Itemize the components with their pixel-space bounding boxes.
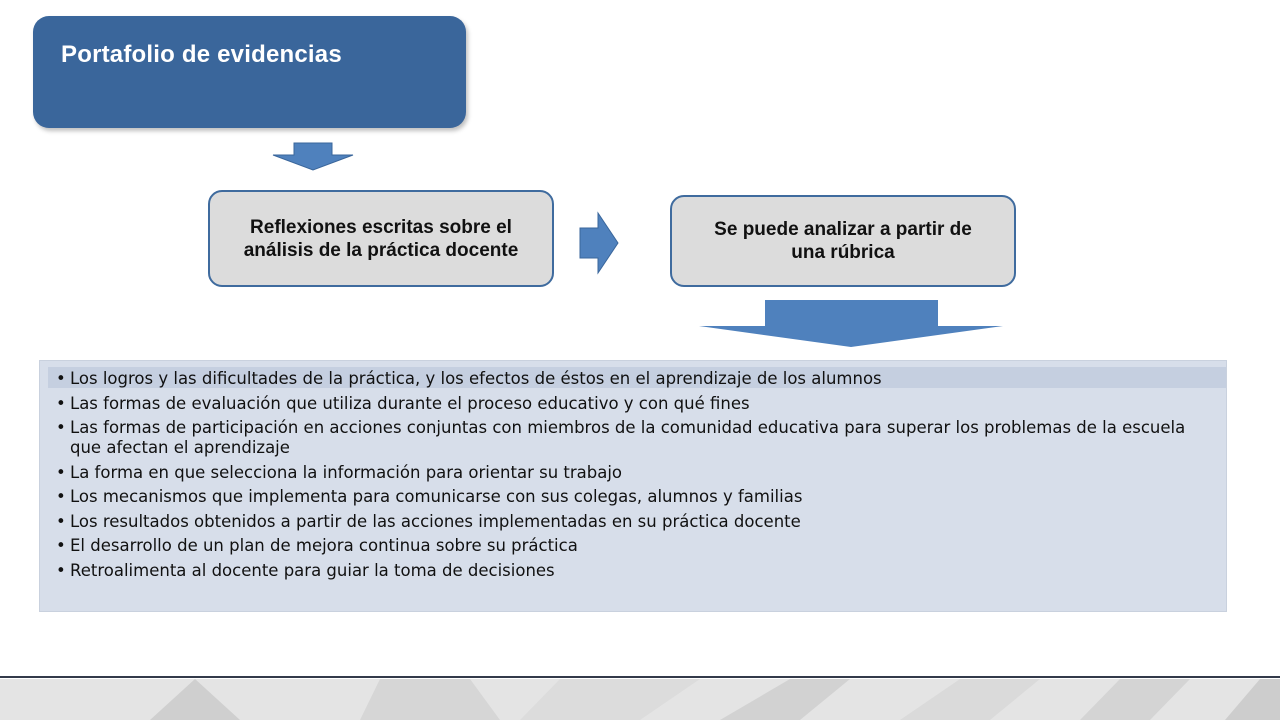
criteria-panel [39,360,1227,612]
bullet-icon: • [56,511,66,531]
bullet-icon: • [56,560,66,580]
slide-title: Portafolio de evidencias [61,41,342,68]
list-item: • Retroalimenta al docente para guiar la toma de decisiones [56,560,555,580]
list-item: • La forma en que selecciona la información para orientar su trabajo [56,462,623,482]
bullet-icon: • [56,418,66,437]
down-arrow-icon [272,143,354,171]
right-arrow-icon [580,212,620,274]
list-item: • El desarrollo de un plan de mejora continua sobre su práctica [56,536,578,555]
bullet-icon: • [56,393,66,413]
reflection-node-label: Reflexiones escritas sobre el análisis de la práctica docente [243,216,519,261]
footer-decoration [0,679,1280,720]
list-item: • Las formas de evaluación que utiliza durante el proceso educativo y con qué fines [56,393,750,413]
bullet-icon: • [56,369,66,388]
list-item: • Los resultados obtenidos a partir de las acciones implementadas en su práctica docente [56,511,801,531]
rubric-node-label: Se puede analizar a partir de una rúbrica [714,219,972,263]
bullet-icon: • [56,536,66,555]
list-item: • Los mecanismos que implementa para comunicarse con sus colegas, alumnos y familias [56,487,803,506]
title-box [33,16,466,128]
criteria-list [54,369,1214,585]
bullet-icon: • [56,462,66,482]
reflection-node [208,190,554,287]
rubric-node [670,195,1016,287]
footer-divider [0,676,1280,678]
big-down-arrow-icon [698,300,1004,348]
list-item: • Las formas de participación en acciones conjuntas con miembros de la comunidad educativa para superar los problemas de la escuela que afectan el aprendizaje [56,418,1186,457]
bullet-icon: • [56,487,66,506]
footer-band [0,679,1280,720]
list-item: • Los logros y las dificultades de la práctica, y los efectos de éstos en el aprendizaje de los alumnos [56,369,882,388]
